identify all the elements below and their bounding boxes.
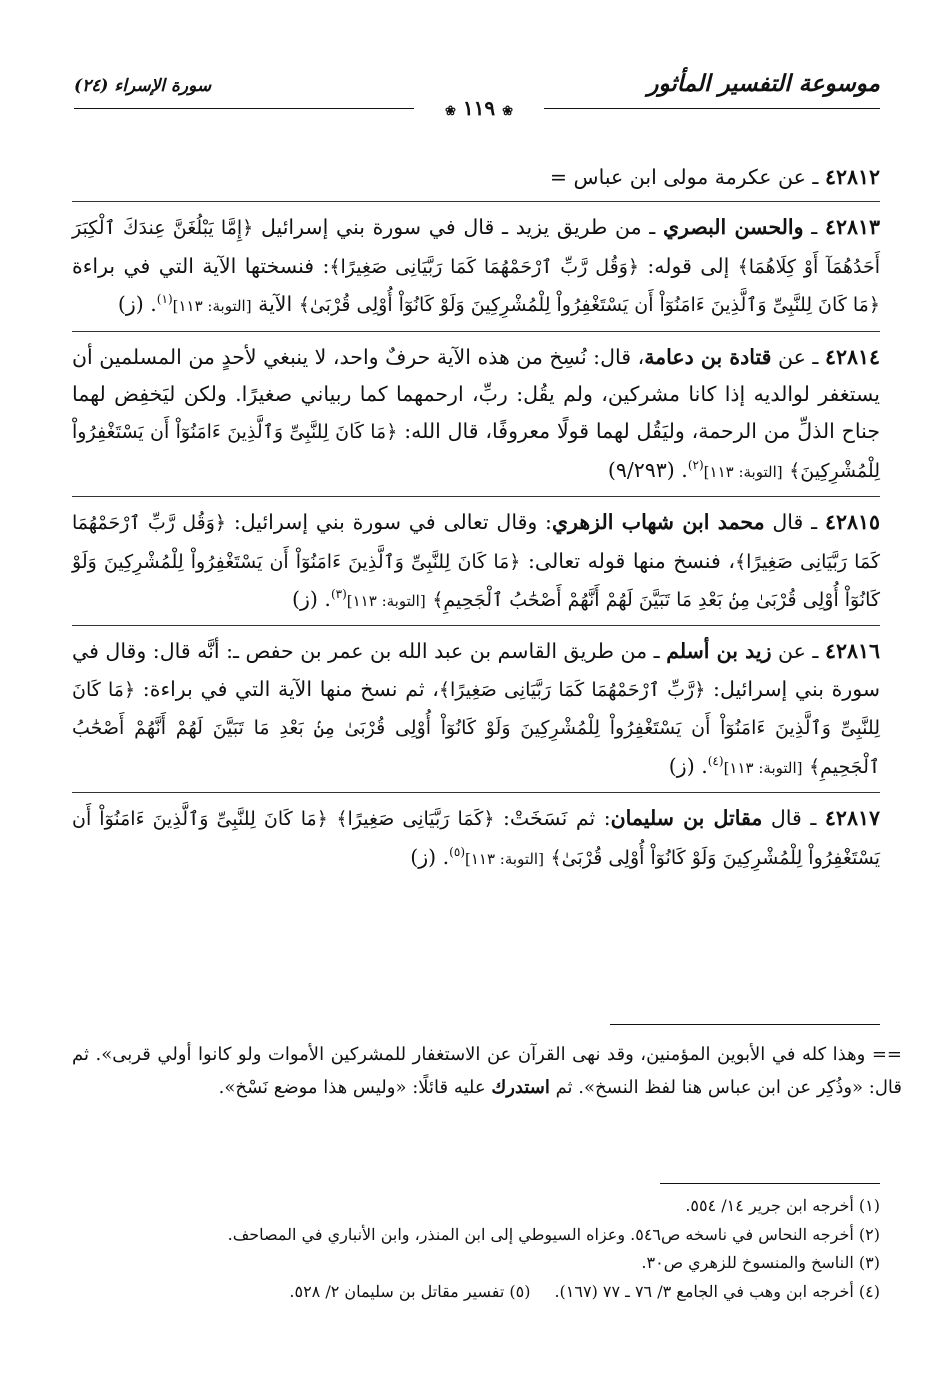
page-number bbox=[414, 96, 544, 120]
narrator-name: استدرك bbox=[491, 1077, 550, 1098]
text-run: : ثم نَسَخَتْ: bbox=[494, 806, 611, 831]
text-run: ـ قال bbox=[762, 806, 825, 831]
text-run: الآية bbox=[251, 292, 299, 317]
quran-verse: ﴿رَّبِّ ٱرْحَمْهُمَا كَمَا رَبَّيَانِى صَغِيرًا﴾ bbox=[438, 678, 706, 701]
verse-reference: [التوبة: ١١٣] bbox=[172, 297, 252, 316]
text-run: إلى قوله: bbox=[639, 253, 738, 278]
verse-reference: [التوبة: ١١٣] bbox=[703, 462, 783, 481]
entry-number: ٤٢٨١٣ bbox=[824, 215, 880, 240]
text-run: ـ bbox=[803, 215, 825, 240]
text-run: == وهذا كله في الأبوين المؤمنين، وقد نهى القرآن عن الاستغفار للمشركين الأموات ولو كانوا أولي قربى». ثم قال: «وذُكِر عن ابن عباس هنا لفظ النسخ». ثم bbox=[72, 1044, 902, 1098]
footnote: (٤) أخرجه ابن وهب في الجامع ٣/ ٧٦ ـ ٧٧ (١٦٧). bbox=[554, 1281, 880, 1301]
narrator-name: مقاتل بن سليمان bbox=[610, 806, 763, 831]
footnote-separator bbox=[660, 1183, 880, 1184]
quran-verse: ﴿مَا كَانَ لِلنَّبِىِّ وَٱلَّذِينَ ءَامَنُوٓاْ أَن يَسْتَغْفِرُواْ لِلْمُشْرِكِينَ وَلَوْ كَانُوٓاْ أُوْلِى قُرْبَىٰ﴾ bbox=[298, 294, 880, 317]
quran-verse: ﴿كَمَا رَبَّيَانِى صَغِيرًا﴾ bbox=[336, 808, 495, 831]
footnote-row bbox=[72, 1278, 880, 1307]
text-run: . (٩/٢٩٣) bbox=[607, 457, 688, 482]
hadith-entry bbox=[72, 497, 880, 626]
text-run: ـ عن bbox=[771, 344, 825, 369]
main-text bbox=[72, 152, 880, 883]
quran-verse: ﴿مَا كَانَ لِلنَّبِىِّ وَٱلَّذِينَ ءَامَنُوٓاْ أَن يَسْتَغْفِرُواْ لِلْمُشْرِكِينَ وَلَوْ كَانُوٓاْ أُوْلِى قُرْبَىٰ مِنۢ بَعْدِ مَا تَبَيَّنَ لَهُمْ أَنَّهُمْ أَصْحَٰبُ ٱلْجَحِيمِ﴾ bbox=[72, 678, 880, 778]
footnote: (٣) الناسخ والمنسوخ للزهري ص٣٠. bbox=[641, 1253, 880, 1272]
text-run: ، ثم نسخ منها الآية التي في براءة: bbox=[135, 676, 439, 701]
surah-title: سورة الإسراء (٢٤) bbox=[74, 76, 212, 96]
quran-verse: ﴿مَا كَانَ لِلنَّبِىِّ وَٱلَّذِينَ ءَامَنُوٓاْ أَن يَسْتَغْفِرُواْ لِلْمُشْرِكِينَ وَلَوْ كَانُوٓاْ أُوْلِى قُرْبَىٰ مِنۢ بَعْدِ مَا تَبَيَّنَ لَهُمْ أَنَّهُمْ أَصْحَٰبُ ٱلْجَحِيمِ﴾ bbox=[72, 550, 880, 612]
page-header bbox=[74, 66, 880, 126]
footnote: (٢) أخرجه النحاس في ناسخه ص٥٤٦. وعزاه السيوطي إلى ابن المنذر، وابن الأنباري في المصاحف. bbox=[227, 1224, 880, 1244]
entry-number: ٤٢٨١٦ bbox=[824, 639, 880, 664]
hadith-entry bbox=[72, 152, 880, 202]
text-run: : فنسختها الآية التي في براءة bbox=[72, 253, 330, 278]
entry-number: ٤٢٨١٥ bbox=[824, 510, 880, 535]
footnote-marker: (٣) bbox=[330, 587, 347, 602]
ornament-right-icon: ❀ bbox=[502, 104, 513, 119]
quran-verse: ﴿وَقُل رَّبِّ ٱرْحَمْهُمَا كَمَا رَبَّيَانِى صَغِيرًا﴾ bbox=[72, 512, 881, 573]
entry-number: ٤٢٨١٢ bbox=[824, 165, 880, 189]
text-run: ـ من طريق القاسم بن عبد الله بن عمر بن حفص ـ: أنَّه قال: وقال في سورة بني إسرائيل: bbox=[72, 639, 880, 701]
quran-verse: ﴿إِمَّا يَبْلُغَنَّ عِندَكَ ٱلْكِبَرَ أَحَدُهُمَآ أَوْ كِلَاهُمَا﴾ bbox=[72, 217, 880, 278]
hadith-entry bbox=[72, 202, 880, 331]
book-title: موسوعة التفسير المأثور bbox=[647, 70, 880, 97]
footnote: (١) أخرجه ابن جرير ١٤/ ٥٥٤. bbox=[685, 1196, 880, 1215]
narrator-name: محمد ابن شهاب الزهري bbox=[551, 510, 765, 535]
text-run: . (ز) bbox=[292, 587, 331, 612]
quran-verse: ﴿مَا كَانَ لِلنَّبِىِّ وَٱلَّذِينَ ءَامَنُوٓاْ أَن يَسْتَغْفِرُواْ لِلْمُشْرِكِينَ وَلَوْ كَانُوٓاْ أُوْلِى قُرْبَىٰ﴾ bbox=[72, 808, 880, 869]
quran-verse: ﴿وَقُل رَّبِّ ٱرْحَمْهُمَا كَمَا رَبَّيَانِى صَغِيرًا﴾ bbox=[329, 255, 640, 278]
text-run: عليه قائلًا: «وليس هذا موضع نَسْخ». bbox=[218, 1077, 492, 1098]
narrator-name: قتادة بن دعامة bbox=[644, 344, 772, 369]
text-run: . (ز) bbox=[410, 844, 450, 869]
ornament-left-icon: ❀ bbox=[445, 104, 456, 119]
text-run: ، فنسخ منها قوله تعالى: bbox=[520, 548, 735, 573]
verse-reference: [التوبة: ١١٣] bbox=[346, 592, 426, 611]
note-separator bbox=[610, 1024, 880, 1025]
entry-number: ٤٢٨١٧ bbox=[824, 806, 880, 831]
quran-verse: ﴿مَا كَانَ لِلنَّبِىِّ وَٱلَّذِينَ ءَامَنُوٓاْ أَن يَسْتَغْفِرُواْ لِلْمُشْرِكِينَ﴾ bbox=[72, 421, 880, 482]
narrator-name: زيد بن أسلم bbox=[666, 639, 772, 664]
footnote: (٥) تفسير مقاتل بن سليمان ٢/ ٥٢٨. bbox=[289, 1281, 531, 1301]
footnotes bbox=[72, 1192, 880, 1306]
footnote-marker: (٢) bbox=[687, 458, 704, 473]
text-run: : وقال تعالى في سورة بني إسرائيل: bbox=[226, 510, 552, 535]
text-run: ـ عن bbox=[771, 639, 825, 664]
text-run: ـ عن عكرمة مولى ابن عباس = bbox=[549, 165, 825, 189]
hadith-entry bbox=[72, 332, 880, 498]
footnote-marker: (١) bbox=[156, 292, 173, 307]
text-run: ، قال: نُسِخ من هذه الآية حرفٌ واحد، لا ينبغي لأحدٍ من المسلمين أن يستغفر لوالديه إذا كانا مشركين، ولم يقُل: ربِّ، ارحمهما كما ربياني صغيرًا. ولكن ليَخفِض لهما جناح الذلِّ من الرحمة، وليَقُل لهما قولًا معروفًا، قال الله: bbox=[72, 344, 880, 444]
text-run: . (ز) bbox=[117, 292, 157, 317]
hadith-entry bbox=[72, 626, 880, 793]
narrator-name: والحسن البصري bbox=[662, 215, 804, 240]
footnote-marker: (٤) bbox=[707, 753, 724, 768]
page-number-value: ١١٩ bbox=[462, 96, 496, 120]
text-run: ـ من طريق يزيد ـ قال في سورة بني إسرائيل bbox=[253, 215, 663, 240]
hadith-entry bbox=[72, 793, 880, 883]
text-run: . (ز) bbox=[668, 753, 708, 778]
footnote-marker: (٥) bbox=[449, 844, 465, 859]
text-run: ـ قال bbox=[764, 510, 825, 535]
verse-reference: [التوبة: ١١٣] bbox=[723, 758, 803, 777]
entry-number: ٤٢٨١٤ bbox=[824, 344, 880, 369]
verse-reference: [التوبة: ١١٣] bbox=[465, 849, 544, 868]
note-continuation bbox=[72, 1038, 902, 1104]
